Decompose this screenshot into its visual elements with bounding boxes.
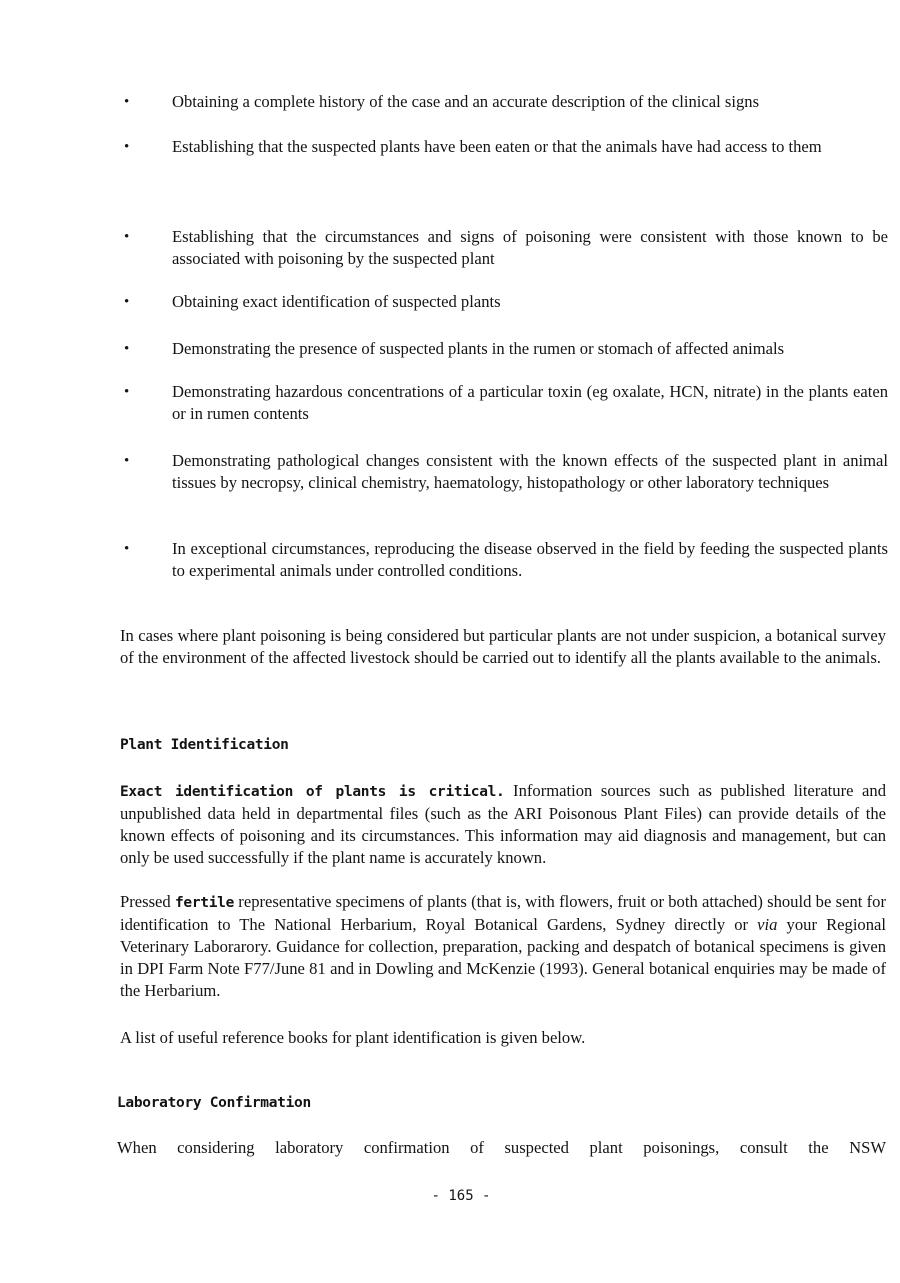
bullet-marker: • <box>124 94 130 110</box>
laboratory-confirmation-paragraph: When considering laboratory confirmation of suspected plant poisonings, consult the NSW <box>117 1138 886 1157</box>
list-item-text: Demonstrating the presence of suspected plants in the rumen or stomach of affected animals <box>172 339 785 358</box>
italic-text: via <box>757 915 778 934</box>
section-heading-plant-identification: Plant Identification <box>120 737 289 753</box>
bullet-marker: • <box>124 139 130 155</box>
paragraph-text: Pressed <box>120 892 175 911</box>
bullet-marker: • <box>124 341 130 357</box>
bullet-marker: • <box>124 294 130 310</box>
page-number: - 165 - <box>431 1188 491 1204</box>
survey-paragraph: In cases where plant poisoning is being considered but particular plants are not under suspicion, a botanical survey of the environment of the affected livestock should be carried out to identify all the plants available to the animals. <box>120 626 886 667</box>
bullet-marker: • <box>124 384 130 400</box>
list-item-text: Obtaining exact identification of suspected plants <box>172 292 501 311</box>
plant-identification-paragraph-1 <box>120 780 886 869</box>
list-item-text: In exceptional circumstances, reproducing the disease observed in the field by feeding the suspected plants to experimental animals under controlled conditions. <box>172 539 888 580</box>
emphasis-text: Exact identification of plants is critical. <box>120 784 505 800</box>
list-item-text: Establishing that the circumstances and signs of poisoning were consistent with those known to be associated with poisoning by the suspected plant <box>172 227 888 268</box>
paragraph-text: your Regional Veterinary Laborarory. Guidance for collection, preparation, packing and despatch of botanical specimens is given in DPI Farm Note F77/June 81 and in Dowling and McKenzie (1993). General botanical enquiries may be made of the Herbarium. <box>120 915 886 1000</box>
plant-identification-paragraph-3: A list of useful reference books for plant identification is given below. <box>120 1028 586 1047</box>
emphasis-text: fertile <box>175 895 235 911</box>
section-heading-laboratory-confirmation: Laboratory Confirmation <box>117 1095 311 1111</box>
plant-identification-paragraph-2 <box>120 891 886 1002</box>
bullet-marker: • <box>124 541 130 557</box>
bullet-marker: • <box>124 229 130 245</box>
list-item-text: Obtaining a complete history of the case and an accurate description of the clinical signs <box>172 92 760 111</box>
bullet-marker: • <box>124 453 130 469</box>
list-item-text: Demonstrating pathological changes consistent with the known effects of the suspected plant in animal tissues by necropsy, clinical chemistry, haematology, histopathology or other laboratory techniques <box>172 451 888 492</box>
list-item-text: Establishing that the suspected plants have been eaten or that the animals have had access to them <box>172 137 822 156</box>
paragraph-text: Information sources such as published literature and unpublished data held in departmental files (such as the ARI Poisonous Plant Files) can provide details of the known effects of poisoning and its circumstances. This information may aid diagnosis and management, but can only be used successfully if the plant name is accurately known. <box>120 781 886 867</box>
paragraph-text: representative specimens of plants (that is, with flowers, fruit or both attached) should be sent for identification to The National Herbarium, Royal Botanical Gardens, Sydney directly or <box>120 892 886 934</box>
list-item-text: Demonstrating hazardous concentrations of a particular toxin (eg oxalate, HCN, nitrate) in the plants eaten or in rumen contents <box>172 382 888 423</box>
